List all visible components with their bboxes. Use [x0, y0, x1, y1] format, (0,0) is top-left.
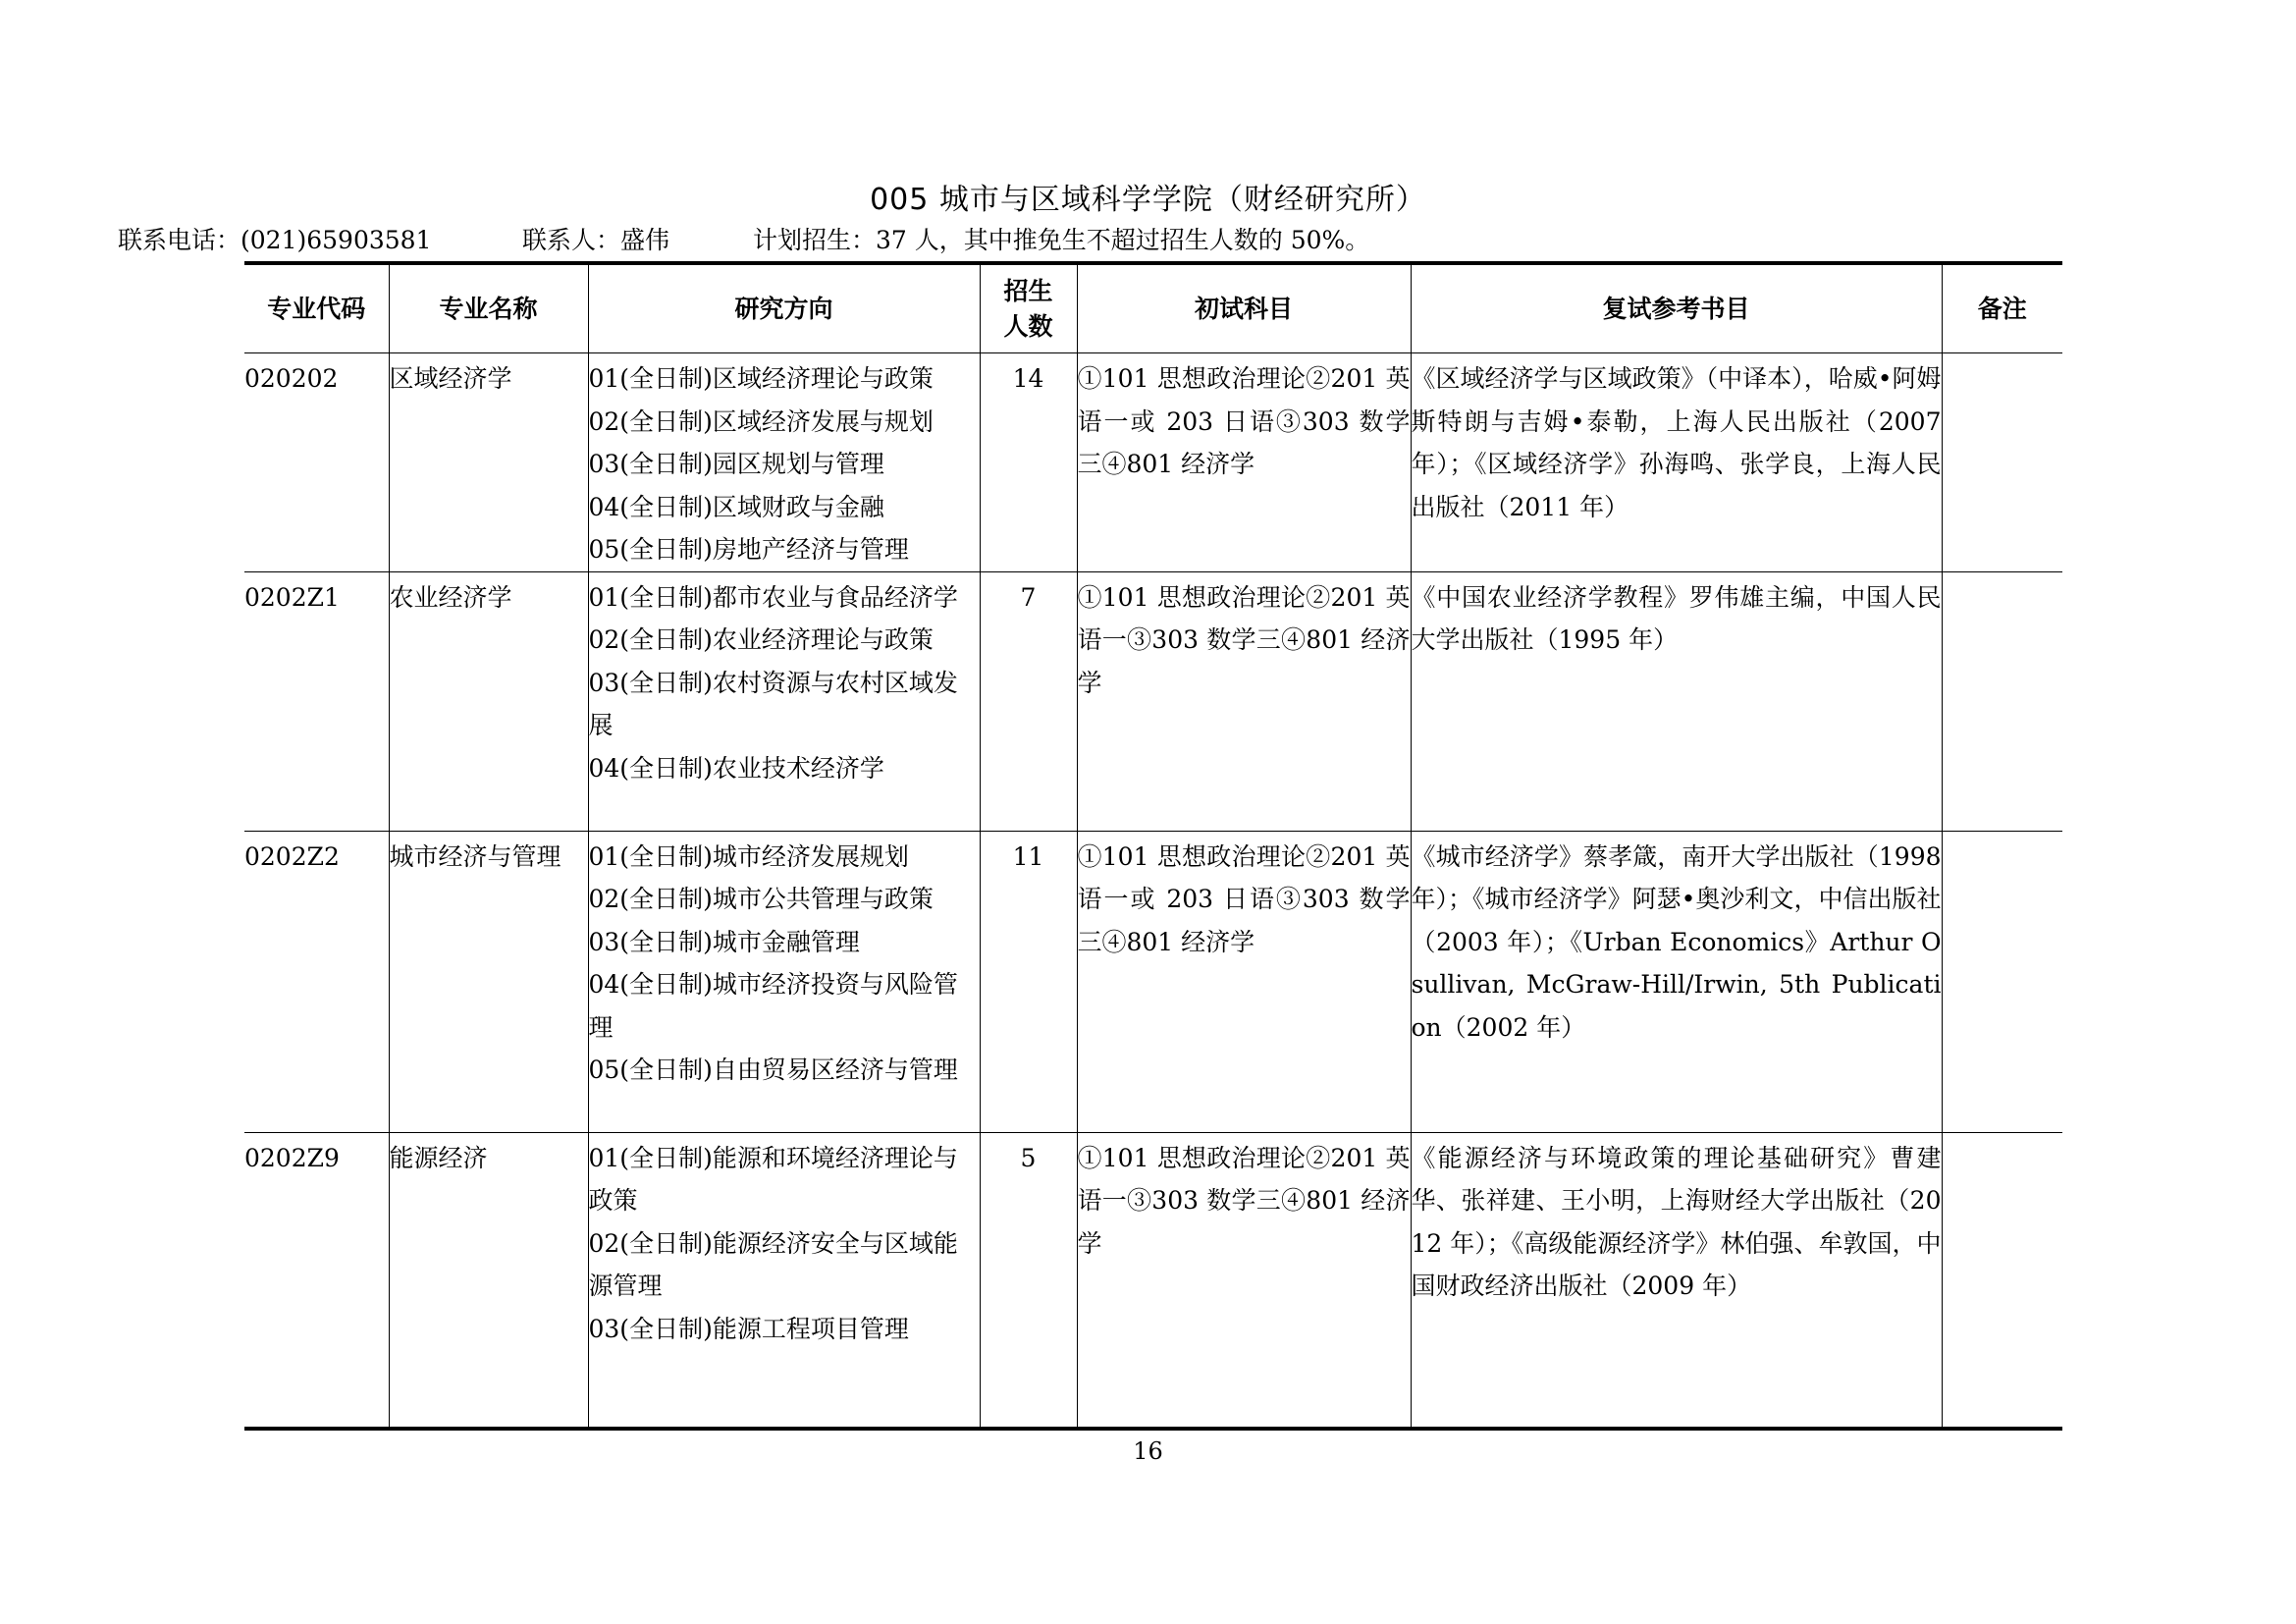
row-books: 《中国农业经济学教程》罗伟雄主编，中国人民大学出版社（1995 年） [1411, 571, 1942, 831]
table-row [244, 353, 2062, 572]
row-name: 城市经济与管理 [389, 831, 588, 1132]
row-books: 《区域经济学与区域政策》（中译本），哈威•阿姆斯特朗与吉姆•泰勒，上海人民出版社（2007 年）；《区域经济学》孙海鸣、张学良，上海人民出版社（2011 年） [1411, 353, 1942, 572]
direction-item: 02(全日制)区域经济发展与规划 [588, 406, 934, 436]
page-title: 005 城市与区域科学学院（财经研究所） [870, 183, 1426, 217]
direction-item: 02(全日制)城市公共管理与政策 [588, 885, 934, 913]
enrollment-plan: 计划招生：37 人，其中推免生不超过招生人数的 50%。 [753, 226, 1370, 254]
table-row [244, 831, 2062, 1132]
row-directions [588, 571, 980, 831]
header-enroll [980, 263, 1077, 353]
direction-item: 04(全日制)区域财政与金融 [588, 492, 884, 521]
row-directions [588, 1132, 980, 1429]
header-code: 专业代码 [244, 263, 389, 353]
row-directions [588, 831, 980, 1132]
header-name: 专业名称 [389, 263, 588, 353]
direction-item: 03(全日制)园区规划与管理 [588, 450, 884, 478]
header-enroll-line2: 人数 [1003, 311, 1053, 341]
row-directions [588, 353, 980, 572]
row-remark [1942, 571, 2062, 831]
direction-item: 04(全日制)城市经济投资与风险管理 [588, 970, 958, 1042]
direction-item: 01(全日制)能源和环境经济理论与政策 [588, 1143, 958, 1215]
direction-item: 01(全日制)都市农业与食品经济学 [588, 582, 958, 612]
row-exam: ①101 思想政治理论②201 英语一或 203 日语③303 数学三④801 经济学 [1077, 831, 1411, 1132]
header-exam: 初试科目 [1077, 263, 1411, 353]
direction-item: 02(全日制)农业经济理论与政策 [588, 625, 934, 654]
direction-item: 03(全日制)能源工程项目管理 [588, 1314, 909, 1343]
direction-item: 03(全日制)城市金融管理 [588, 927, 860, 956]
row-name: 能源经济 [389, 1132, 588, 1429]
direction-item: 02(全日制)能源经济安全与区域能源管理 [588, 1228, 958, 1300]
direction-item: 05(全日制)房地产经济与管理 [588, 535, 909, 564]
table-row [244, 1132, 2062, 1429]
row-books: 《城市经济学》蔡孝箴，南开大学出版社（1998 年）；《城市经济学》阿瑟•奥沙利文，中信出版社（2003 年）；《Urban Economics》Arthur Osullivan, McGraw-Hill/Irwin, 5th Publication（2002 年） [1411, 831, 1942, 1132]
row-name: 区域经济学 [389, 353, 588, 572]
header-enroll-line1: 招生 [1003, 276, 1053, 305]
row-books: 《能源经济与环境政策的理论基础研究》曹建华、张祥建、王小明，上海财经大学出版社（2012 年）；《高级能源经济学》林伯强、牟敦国，中国财政经济出版社（2009 年） [1411, 1132, 1942, 1429]
contact-person: 联系人：盛伟 [522, 226, 670, 254]
row-code: 0202Z1 [244, 571, 389, 831]
admissions-table [244, 261, 2062, 1431]
table-header-row [244, 263, 2062, 353]
row-remark [1942, 353, 2062, 572]
row-code: 0202Z2 [244, 831, 389, 1132]
direction-item: 04(全日制)农业技术经济学 [588, 753, 884, 783]
header-direction: 研究方向 [588, 263, 980, 353]
row-code: 020202 [244, 353, 389, 572]
row-enroll: 5 [980, 1132, 1077, 1429]
direction-item: 01(全日制)区域经济理论与政策 [588, 364, 934, 393]
row-enroll: 11 [980, 831, 1077, 1132]
header-books: 复试参考书目 [1411, 263, 1942, 353]
row-exam: ①101 思想政治理论②201 英语一③303 数学三④801 经济学 [1077, 571, 1411, 831]
row-remark [1942, 831, 2062, 1132]
contact-phone: 联系电话：(021)65903581 [118, 226, 432, 254]
table-row [244, 571, 2062, 831]
row-enroll: 7 [980, 571, 1077, 831]
row-exam: ①101 思想政治理论②201 英语一或 203 日语③303 数学三④801 经济学 [1077, 353, 1411, 572]
direction-item: 05(全日制)自由贸易区经济与管理 [588, 1056, 958, 1084]
direction-item: 01(全日制)城市经济发展规划 [588, 841, 909, 871]
row-name: 农业经济学 [389, 571, 588, 831]
direction-item: 03(全日制)农村资源与农村区域发展 [588, 668, 958, 739]
header-remark: 备注 [1942, 263, 2062, 353]
page-number: 16 [1133, 1437, 1163, 1465]
row-remark [1942, 1132, 2062, 1429]
row-exam: ①101 思想政治理论②201 英语一③303 数学三④801 经济学 [1077, 1132, 1411, 1429]
row-enroll: 14 [980, 353, 1077, 572]
row-code: 0202Z9 [244, 1132, 389, 1429]
